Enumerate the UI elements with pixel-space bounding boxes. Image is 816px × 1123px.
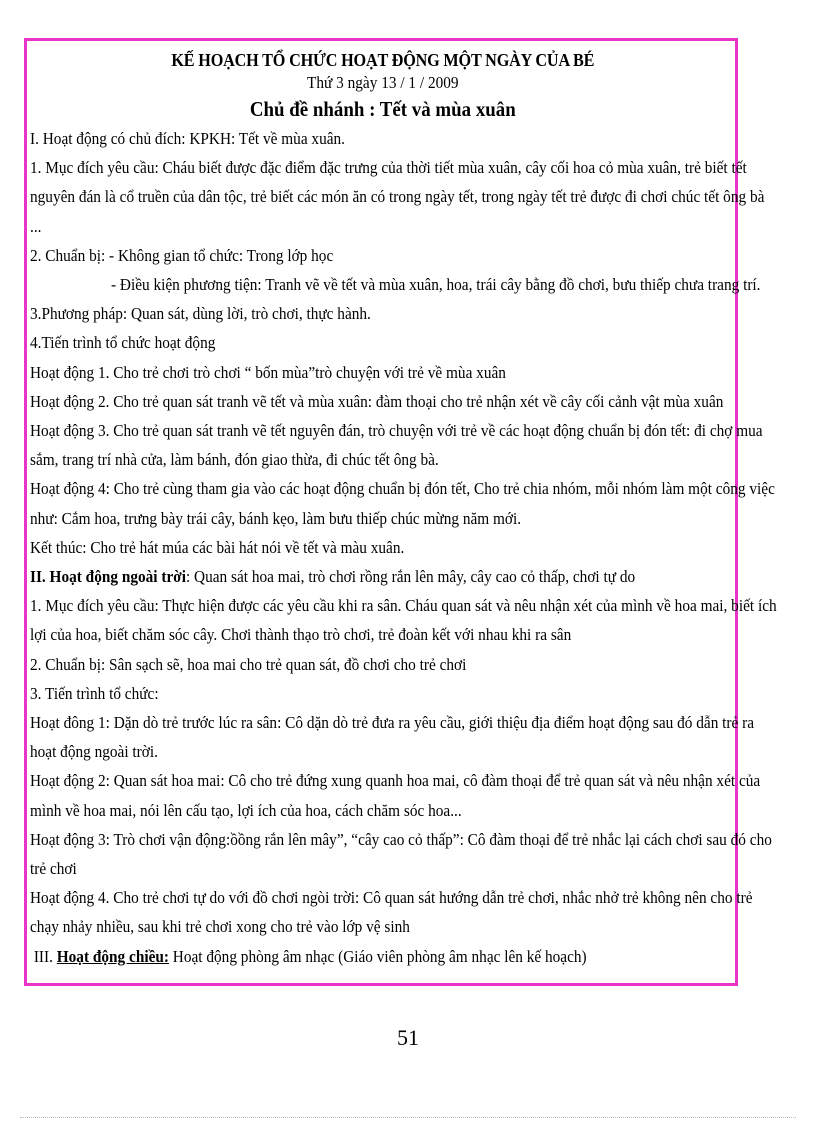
section1-activity-line: như: Cắm hoa, trưng bày trái cây, bánh kẹo, làm bưu thiếp chúc mừng năm mới.: [30, 508, 522, 528]
section2-process: 3. Tiến trình tổ chức:: [30, 683, 159, 703]
section1-heading: I. Hoạt động có chủ đích: KPKH: Tết về mùa xuân.: [30, 129, 346, 148]
section2-goal-line: 1. Mục đích yêu cầu: Thực hiện được các yêu cầu khi ra sân. Cháu quan sát và nêu nhận xét của mình về hoa mai, biết ích: [30, 596, 777, 616]
section1-activity-line: sắm, trang trí nhà cửa, làm bánh, đón giao thừa, đi chúc tết ông bà.: [30, 450, 439, 470]
section2-heading-text: : Quan sát hoa mai, trò chơi rồng rắn lên mây, cây cao cỏ thấp, chơi tự do: [185, 567, 636, 587]
footer-divider: [20, 1117, 796, 1118]
section1-end: Kết thúc: Cho trẻ hát múa các bài hát nói về tết và màu xuân.: [30, 537, 405, 557]
section1-prep-line: 2. Chuẩn bị: - Không gian tổ chức: Trong lớp học: [30, 245, 334, 265]
document-subtitle: Chủ đề nhánh : Tết và mùa xuân: [249, 97, 516, 121]
section3-title: Hoạt động chiều:: [56, 946, 169, 966]
document-body: [30, 48, 777, 971]
section3-number: III.: [33, 946, 53, 966]
section2-activity-line: chạy nhảy nhiều, sau khi trẻ chơi xong cho trẻ vào lớp vệ sinh: [30, 917, 410, 937]
document-date: Thứ 3 ngày 13 / 1 / 2009: [307, 73, 459, 92]
section2-activity-line: hoạt động ngoài trời.: [30, 742, 158, 762]
section1-prep-line: - Điều kiện phương tiện: Tranh vẽ về tết và mùa xuân, hoa, trái cây bằng đồ chơi, bưu thiếp chưa trang trí.: [111, 275, 761, 295]
section1-goal-line: nguyên đán là cổ truền của dân tộc, trẻ biết các món ăn có trong ngày tết, trong ngày tết trẻ được đi chơi chúc tết ông bà: [30, 187, 765, 207]
section2-activity-line: Hoạt động 3: Trò chơi vận động:ồồng rắn lên mây”, “cây cao cỏ thấp”: Cô đàm thoại để trẻ nhắc lại cách chơi sau đó cho: [30, 829, 772, 849]
section2-heading-bold: II. Hoạt động ngoài trời: [30, 567, 186, 587]
section1-goal-line: ...: [30, 216, 42, 236]
section1-process: 4.Tiến trình tổ chức hoạt động: [30, 333, 216, 353]
section2-activity-line: Hoạt động 4. Cho trẻ chơi tự do với đồ chơi ngòi trời: Cô quan sát hướng dẫn trẻ chơi, nhắc nhở trẻ không nên cho trẻ: [30, 888, 753, 908]
section2-activity-line: trẻ chơi: [30, 859, 77, 879]
section2-heading: [30, 562, 736, 591]
section2-activity-line: mình về hoa mai, nói lên cấu tạo, lợi ích của hoa, cách chăm sóc hoa...: [30, 800, 462, 820]
section3-text: Hoạt động phòng âm nhạc (Giáo viên phòng âm nhạc lên kế hoạch): [168, 946, 587, 966]
document-title: KẾ HOẠCH TỔ CHỨC HOẠT ĐỘNG MỘT NGÀY CỦA BÉ: [171, 50, 595, 70]
section1-activity-line: Hoạt động 3. Cho trẻ quan sát tranh vẽ tết nguyên đán, trò chuyện với trẻ về các hoạt động chuẩn bị đón tết: đi chợ mua: [30, 421, 763, 441]
section1-method: 3.Phương pháp: Quan sát, dùng lời, trò chơi, thực hành.: [30, 304, 371, 324]
section2-activity-line: Hoạt đông 1: Dặn dò trẻ trước lúc ra sân: Cô dặn dò trẻ đưa ra yêu cầu, giới thiệu địa điểm hoạt động sau đó dẫn trẻ ra: [30, 713, 755, 733]
section2-prep: 2. Chuẩn bị: Sân sạch sẽ, hoa mai cho trẻ quan sát, đồ chơi cho trẻ chơi: [30, 654, 467, 674]
section1-activity-line: Hoạt động 2. Cho trẻ quan sát tranh vẽ tết và mùa xuân: đàm thoại cho trẻ nhận xét về cây cối cảnh vật mùa xuân: [30, 391, 724, 411]
section1-activity-line: Hoạt động 1. Cho trẻ chơi trò chơi “ bốn mùa”trò chuyện với trẻ về mùa xuân: [30, 362, 506, 382]
section1-activity-line: Hoạt động 4: Cho trẻ cùng tham gia vào các hoạt động chuẩn bị đón tết, Cho trẻ chia nhóm, mỗi nhóm làm một công việc: [30, 479, 775, 499]
section2-goal-line: lợi của hoa, biết chăm sóc cây. Chơi thành thạo trò chơi, trẻ đoàn kết với nhau khi ra sân: [30, 625, 572, 645]
section1-goal-line: 1. Mục đích yêu cầu: Cháu biết được đặc điểm đặc trưng của thời tiết mùa xuân, cây cối hoa cỏ mùa xuân, trẻ biết tết: [30, 158, 747, 178]
page-number: 51: [397, 1025, 419, 1050]
section3-heading: [30, 942, 736, 971]
section2-activity-line: Hoạt động 2: Quan sát hoa mai: Cô cho trẻ đứng xung quanh hoa mai, cô đàm thoại để trẻ quan sát và nêu nhận xét của: [30, 771, 761, 791]
